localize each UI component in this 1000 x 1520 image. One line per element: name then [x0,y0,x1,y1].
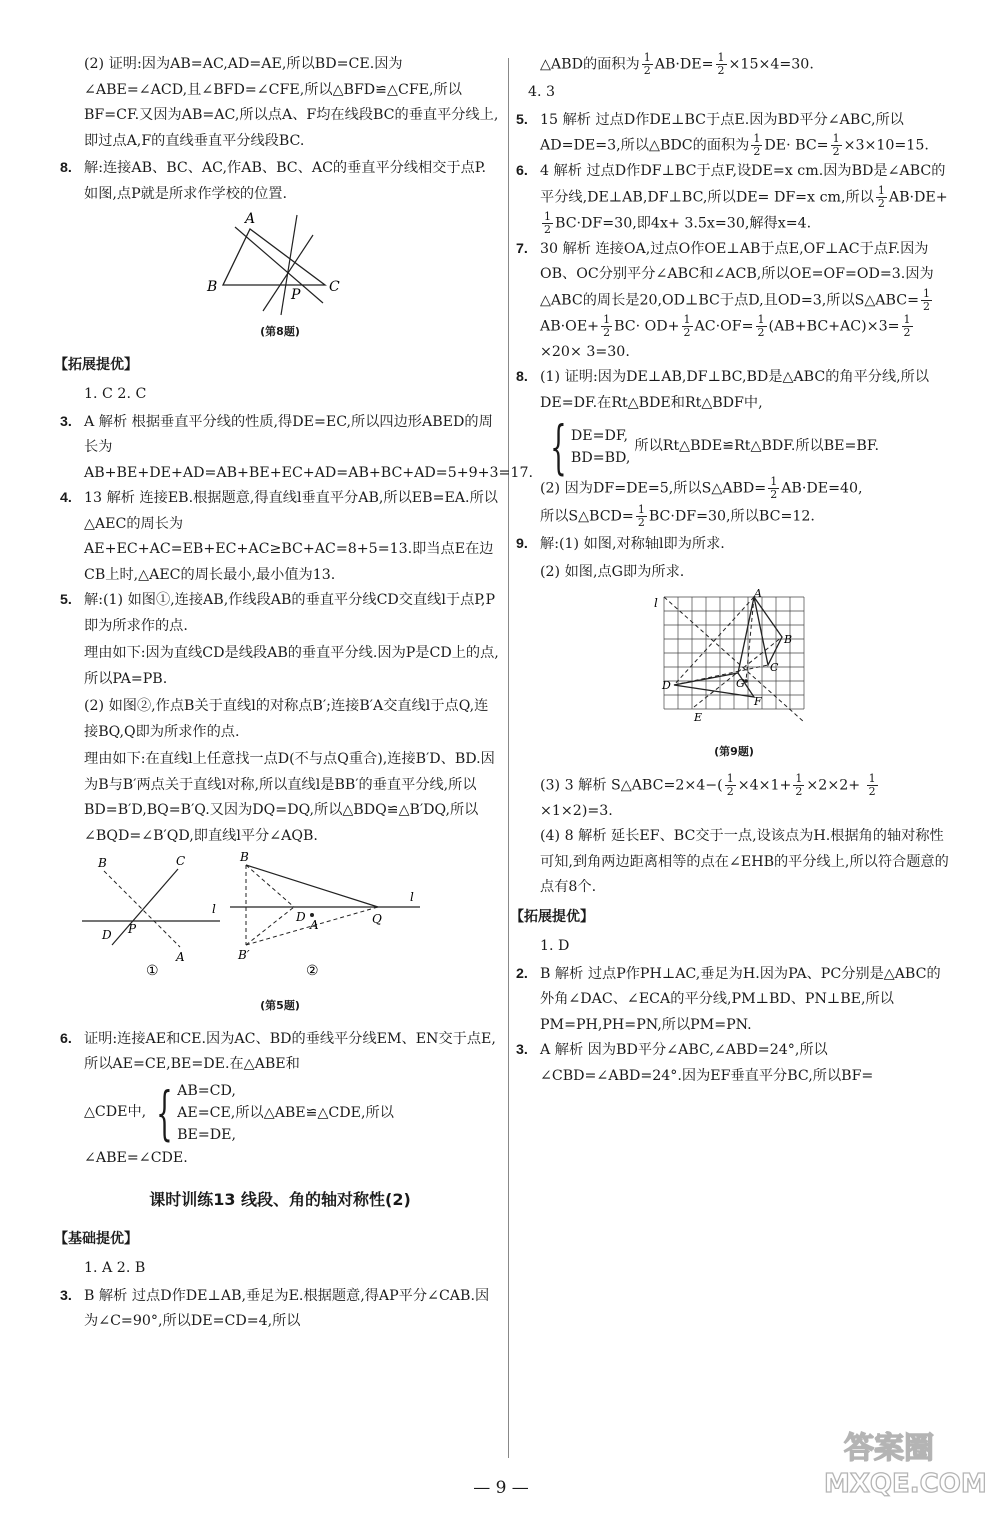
lesson-title: 课时训练13 线段、角的轴对称性(2) [149,1190,411,1209]
watermark-text: 答案圈 [844,1431,934,1466]
figure-8-caption: (第8题) [260,325,300,338]
figure-9 [654,587,814,737]
fig9-label-C: C [770,661,779,674]
section-extend-right: 【拓展提优】 [510,908,594,925]
fig9-label-B: B [784,633,793,646]
basic-answer-4: 4. 3 [528,84,556,100]
section-basic: 【基础提优】 [54,1230,138,1247]
extend-answers-1-2: 1. C 2. C [84,386,147,402]
extend2-answer-2: 2. B 解析 过点P作PH⊥AC,垂足为H.因为PA、PC分别是△ABC的外角∠DAC、∠ECA的平分线,PM⊥BD、PN⊥BE,所以PM=PH,PH=PN,所以PM=PN. [516,965,941,1033]
fig5-label-B1: B [98,856,107,870]
fig5-label-Bp: B′ [238,948,250,962]
fig5-label-l1: l [212,902,216,916]
fig5-label-B2: B [240,850,249,864]
answer-6-system: △CDE中, { AB=CD, AE=CE,所以△ABE≌△CDE,所以 BE=DE, [84,1078,394,1147]
answer-8: 8. 解:连接AB、BC、AC,作AB、BC、AC的垂直平分线相交于点P.如图,点P就是所求作学校的位置. [60,160,486,202]
fig9-label-G: G [736,677,745,690]
extend-answer-3: 3. A 解析 根据垂直平分线的性质,得DE=EC,所以四边形ABED的周长为AB+BE+DE+AD=AB+BE+EC+AD=AB+BC+AD=5+9+3=17. [60,413,533,481]
basic-answer-5: 5. 15 解析 过点D作DE⊥BC于点E.因为BD平分∠ABC,所以AD=DE=3,所以△BDC的面积为 $\frac{1}{2}$ DE· BC= $\frac{1}{2}$ ×3×10=15. [516,111,929,158]
figure-5 [80,851,480,991]
answer-8-system: { DE=DF, BD=BD, 所以Rt△BDE≌Rt△BDF.所以BE=BF. [550,413,879,481]
figure-5-caption: (第5题) [260,999,300,1012]
basic-answer-6: 6. 4 解析 过点D作DF⊥BC于点F,设DE=x cm.因为BD是∠ABC的平分线,DE⊥AB,DF⊥BC,所以DE= DF=x cm,所以 $\frac{1}{2}$ AB·DE+ $\frac{1}{2}$ BC·DF=30,即4x+ 3.5x=30,解得x=4. [516,163,948,236]
extend2-answer-1: 1. D [540,938,570,954]
fig8-label-A: A [245,211,256,227]
right-column [510,51,952,1089]
basic-answer-3: 3. B 解析 过点D作DE⊥AB,垂足为E.根据题意,得AP平分∠CAB.因为∠C=90°,所以DE=CD=4,所以 [60,1287,490,1329]
figure-9-caption: (第9题) [714,745,754,758]
fig5-label-A2: A [310,918,319,932]
basic-answers-1-2: 1. A 2. B [84,1260,146,1276]
fig9-label-E: E [694,711,703,724]
basic-answer-9-part-3: (3) 3 解析 S△ABC=2×4−( $\frac{1}{2}$ ×4×1+ $\frac{1}{2}$ ×2×2+ $\frac{1}{2}$ ×1×2)=3. [540,771,876,819]
fig9-label-F: F [754,695,762,708]
basic-answer-8: 8. (1) 证明:因为DE⊥AB,DF⊥BC,BD是△ABC的角平分线,所以DE=DF.在Rt△BDE和Rt△BDF中, { DE=DF, BD=BD, 所以Rt△BDE≌Rt△BDF.所以BE=BF. (2) 因为DF=DE=5,所以S△ABD= $\frac{1}{2}$ AB·DE=40, 所以S△BCD= $\frac{1}{2}$ BC·DF=30,所以BC=12. [516,365,952,530]
extend-answer-5: 5. 解:(1) 如图①,连接AB,作线段AB的垂直平分线CD交直线l于点P,P即为所求作的点. 理由如下:因为直线CD是线段AB的垂直平分线.因为P是CD上的点,所以PA=PB. (2) 如图②,作点B关于直线l的对称点B′;连接B′A交直线l于点Q,连接BQ,Q即为所求作的点. 理由如下:在直线l上任意找一点D(不与点Q重合),连接B′D、BD.因为B与B′两点关于直线l对称,所以直线l是BB′的垂直平分线,所以BD=B′D,BQ=B′Q.又因为DQ=DQ,所以△BDQ≌△B′DQ,所以∠BQD=∠B′QD,即直线l平分∠AQB. [60,592,499,844]
extend2-answer-3: 3. A 解析 因为BD平分∠ABC,∠ABD=24°,所以∠CBD=∠ABD=24°.因为EF垂直平分BC,所以BF= [516,1042,874,1084]
extend-answer-4: 4. 13 解析 连接EB.根据题意,得直线l垂直平分AB,所以EB=EA.所以△AEC的周长为AE+EC+AC=EB+EC+AC≥BC+AC=8+5=13.即当点E在边CB上时,△AEC的周长最小,最小值为13. [60,490,498,583]
basic-answer-9: 9. 解:(1) 如图,对称轴l即为所求. (2) 如图,点G即为所求. [516,536,725,580]
fig5-label-l2: l [410,890,414,904]
basic-answer-3-cont: △ABD的面积为 $\frac{1}{2}$ AB·DE= $\frac{1}{2}$ ×15×4=30. [540,51,814,77]
fig5-label-P: P [128,922,137,936]
column-divider [508,58,509,1458]
fig5-label-one: ① [146,963,159,979]
basic-answer-7: 7. 30 解析 连接OA,过点O作OE⊥AB于点E,OF⊥AC于点F.因为OB、OC分别平分∠ABC和∠ACB,所以OE=OF=OD=3.因为△ABC的周长是20,OD⊥BC于点D,且OD=3,所以S△ABC= $\frac{1}{2}$ AB·OE+ $\frac{1}{2}$ BC· OD+ $\frac{1}{2}$ AC·OF= $\frac{1}{2}$ (AB+BC+AC)×3= $\frac{1}{2}$ ×20× 3=30. [516,240,934,360]
fig9-label-D: D [662,679,671,692]
fig8-label-B: B [207,279,218,295]
section-extend-left: 【拓展提优】 [54,356,138,373]
fig5-label-two: ② [306,963,319,979]
fig5-label-D2: D [296,910,306,924]
fig5-label-C: C [176,854,186,868]
watermark-url: MXQE.COM [824,1469,987,1499]
fig5-label-Q: Q [372,912,382,926]
fig5-label-D1: D [102,928,112,942]
fig8-label-P: P [291,287,301,303]
basic-answer-9-part-4: (4) 8 解析 延长EF、BC交于一点,设该点为H.根据角的轴对称性可知,到角两边距离相等的点在∠EHB的平分线上,所以符合题意的点有8个. [540,828,949,895]
fig5-label-A1: A [176,950,185,964]
left-column [54,52,533,1335]
page-number: — 9 — [473,1478,529,1498]
figure-8 [205,207,355,317]
fig9-label-A: A [754,587,762,600]
answer-7-part-2: (2) 证明:因为AB=AC,AD=AE,所以BD=CE.因为∠ABE=∠ACD,且∠BFD=∠CFE,所以△BFD≌△CFE,所以BF=CF.又因为AB=AC,所以点A、F均在线段BC的垂直平分线上,即过点A,F的直线垂直平分线段BC. [84,56,499,149]
fig8-label-C: C [329,279,340,295]
extend-answer-6: 6. 证明:连接AE和CE.因为AC、BD的垂线平分线EM、EN交于点E,所以AE=CE,BE=DE.在△ABE和 △CDE中, { AB=CD, AE=CE,所以△ABE≌△CDE,所以 BE=DE, ∠ABE=∠CDE. [60,1027,500,1172]
watermark-logo [732,1428,987,1499]
fig9-label-l: l [654,596,658,610]
